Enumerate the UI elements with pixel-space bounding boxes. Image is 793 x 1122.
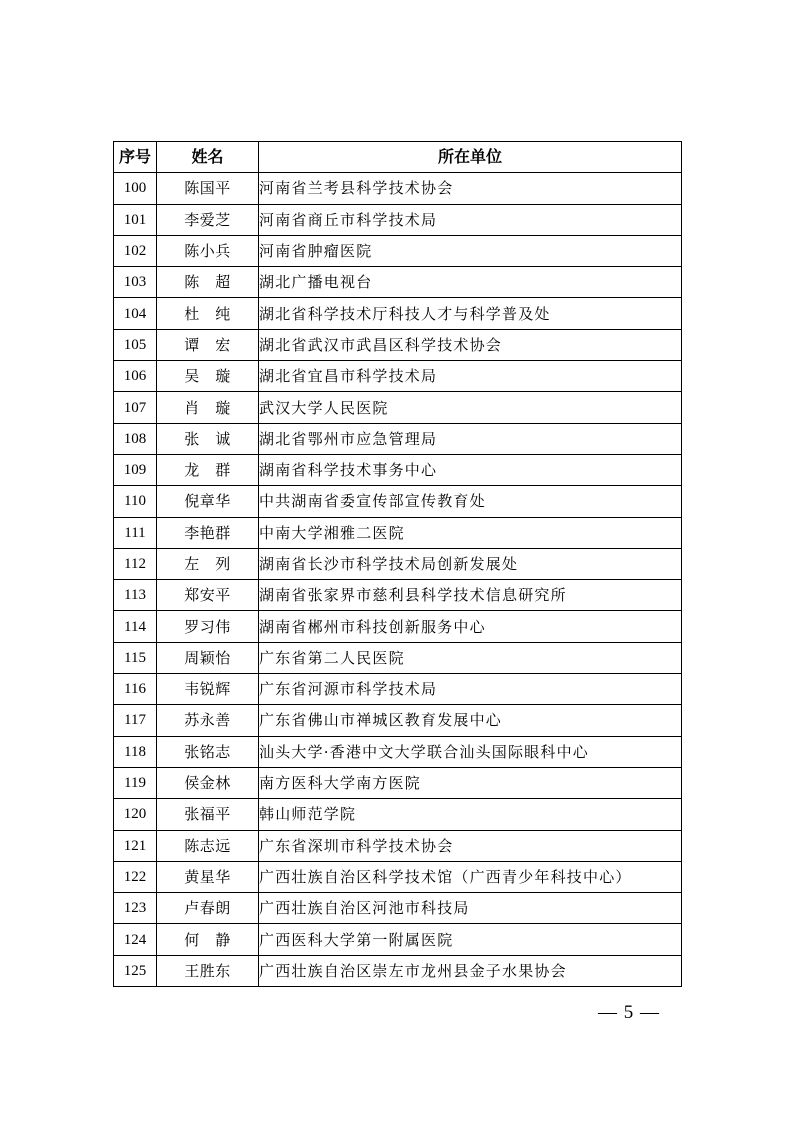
row-person-name: 罗习伟: [157, 611, 259, 642]
row-serial-number: 114: [114, 611, 157, 642]
row-person-name: 郑安平: [157, 580, 259, 611]
table-row: [114, 173, 682, 204]
row-unit-name: 广西壮族自治区崇左市龙州县金子水果协会: [259, 955, 682, 986]
row-serial-number: 122: [114, 861, 157, 892]
row-serial-number: 109: [114, 454, 157, 485]
table-row: [114, 830, 682, 861]
row-unit-name: 南方医科大学南方医院: [259, 767, 682, 798]
table-row: [114, 361, 682, 392]
row-serial-number: 107: [114, 392, 157, 423]
row-person-name: 杜 纯: [157, 298, 259, 329]
row-unit-name: 广西医科大学第一附属医院: [259, 924, 682, 955]
page-number: — 5 —: [598, 1002, 660, 1023]
header-row: [114, 142, 682, 173]
row-unit-name: 韩山师范学院: [259, 799, 682, 830]
row-serial-number: 101: [114, 204, 157, 235]
row-serial-number: 121: [114, 830, 157, 861]
row-serial-number: 118: [114, 736, 157, 767]
row-unit-name: 河南省兰考县科学技术协会: [259, 173, 682, 204]
row-unit-name: 河南省肿瘤医院: [259, 235, 682, 266]
table-row: [114, 642, 682, 673]
row-unit-name: 广东省佛山市禅城区教育发展中心: [259, 705, 682, 736]
row-unit-name: 中共湖南省委宣传部宣传教育处: [259, 486, 682, 517]
row-person-name: 张福平: [157, 799, 259, 830]
row-person-name: 李爱芝: [157, 204, 259, 235]
row-person-name: 陈国平: [157, 173, 259, 204]
row-person-name: 卢春朗: [157, 893, 259, 924]
row-unit-name: 湖北省武汉市武昌区科学技术协会: [259, 329, 682, 360]
table-row: [114, 767, 682, 798]
table-row: [114, 861, 682, 892]
row-person-name: 王胜东: [157, 955, 259, 986]
row-unit-name: 武汉大学人民医院: [259, 392, 682, 423]
header-serial-number: 序号: [114, 142, 157, 173]
row-unit-name: 广东省深圳市科学技术协会: [259, 830, 682, 861]
row-unit-name: 湖南省张家界市慈利县科学技术信息研究所: [259, 580, 682, 611]
row-person-name: 陈志远: [157, 830, 259, 861]
row-unit-name: 湖北省鄂州市应急管理局: [259, 423, 682, 454]
row-serial-number: 113: [114, 580, 157, 611]
row-serial-number: 125: [114, 955, 157, 986]
table-row: [114, 799, 682, 830]
table-row: [114, 893, 682, 924]
table-row: [114, 235, 682, 266]
row-serial-number: 108: [114, 423, 157, 454]
table-row: [114, 611, 682, 642]
row-serial-number: 111: [114, 517, 157, 548]
row-unit-name: 湖北省科学技术厅科技人才与科学普及处: [259, 298, 682, 329]
row-unit-name: 湖南省长沙市科学技术局创新发展处: [259, 548, 682, 579]
row-person-name: 侯金林: [157, 767, 259, 798]
row-serial-number: 105: [114, 329, 157, 360]
row-serial-number: 124: [114, 924, 157, 955]
row-person-name: 何 静: [157, 924, 259, 955]
table-row: [114, 517, 682, 548]
table-row: [114, 736, 682, 767]
row-serial-number: 103: [114, 267, 157, 298]
table-row: [114, 486, 682, 517]
row-person-name: 谭 宏: [157, 329, 259, 360]
row-unit-name: 湖南省郴州市科技创新服务中心: [259, 611, 682, 642]
table-row: [114, 392, 682, 423]
row-serial-number: 116: [114, 674, 157, 705]
row-serial-number: 119: [114, 767, 157, 798]
row-person-name: 肖 璇: [157, 392, 259, 423]
row-serial-number: 102: [114, 235, 157, 266]
table-row: [114, 955, 682, 986]
row-unit-name: 河南省商丘市科学技术局: [259, 204, 682, 235]
header-unit: 所在单位: [259, 142, 682, 173]
row-serial-number: 110: [114, 486, 157, 517]
row-person-name: 左 列: [157, 548, 259, 579]
row-person-name: 周颖怡: [157, 642, 259, 673]
row-serial-number: 104: [114, 298, 157, 329]
row-serial-number: 120: [114, 799, 157, 830]
row-unit-name: 广东省河源市科学技术局: [259, 674, 682, 705]
row-person-name: 陈 超: [157, 267, 259, 298]
row-person-name: 黄星华: [157, 861, 259, 892]
row-unit-name: 湖北省宜昌市科学技术局: [259, 361, 682, 392]
table-row: [114, 204, 682, 235]
table-row: [114, 298, 682, 329]
row-person-name: 苏永善: [157, 705, 259, 736]
row-unit-name: 广西壮族自治区河池市科技局: [259, 893, 682, 924]
table-row: [114, 705, 682, 736]
row-person-name: 龙 群: [157, 454, 259, 485]
row-person-name: 吴 璇: [157, 361, 259, 392]
row-unit-name: 广东省第二人民医院: [259, 642, 682, 673]
row-unit-name: 湖南省科学技术事务中心: [259, 454, 682, 485]
row-person-name: 李艳群: [157, 517, 259, 548]
table-row: [114, 924, 682, 955]
table-row: [114, 267, 682, 298]
row-serial-number: 117: [114, 705, 157, 736]
row-person-name: 陈小兵: [157, 235, 259, 266]
row-unit-name: 广西壮族自治区科学技术馆（广西青少年科技中心）: [259, 861, 682, 892]
row-serial-number: 100: [114, 173, 157, 204]
row-serial-number: 106: [114, 361, 157, 392]
table-header: [114, 142, 682, 173]
row-person-name: 张铭志: [157, 736, 259, 767]
row-serial-number: 123: [114, 893, 157, 924]
row-unit-name: 汕头大学·香港中文大学联合汕头国际眼科中心: [259, 736, 682, 767]
table-row: [114, 423, 682, 454]
table-body: [114, 173, 682, 987]
row-unit-name: 湖北广播电视台: [259, 267, 682, 298]
table-row: [114, 329, 682, 360]
header-name: 姓名: [157, 142, 259, 173]
row-unit-name: 中南大学湘雅二医院: [259, 517, 682, 548]
table-row: [114, 454, 682, 485]
row-serial-number: 115: [114, 642, 157, 673]
table-row: [114, 548, 682, 579]
roster-table: [113, 141, 682, 987]
row-person-name: 韦锐辉: [157, 674, 259, 705]
table-row: [114, 580, 682, 611]
table-row: [114, 674, 682, 705]
row-person-name: 倪章华: [157, 486, 259, 517]
row-person-name: 张 诚: [157, 423, 259, 454]
row-serial-number: 112: [114, 548, 157, 579]
